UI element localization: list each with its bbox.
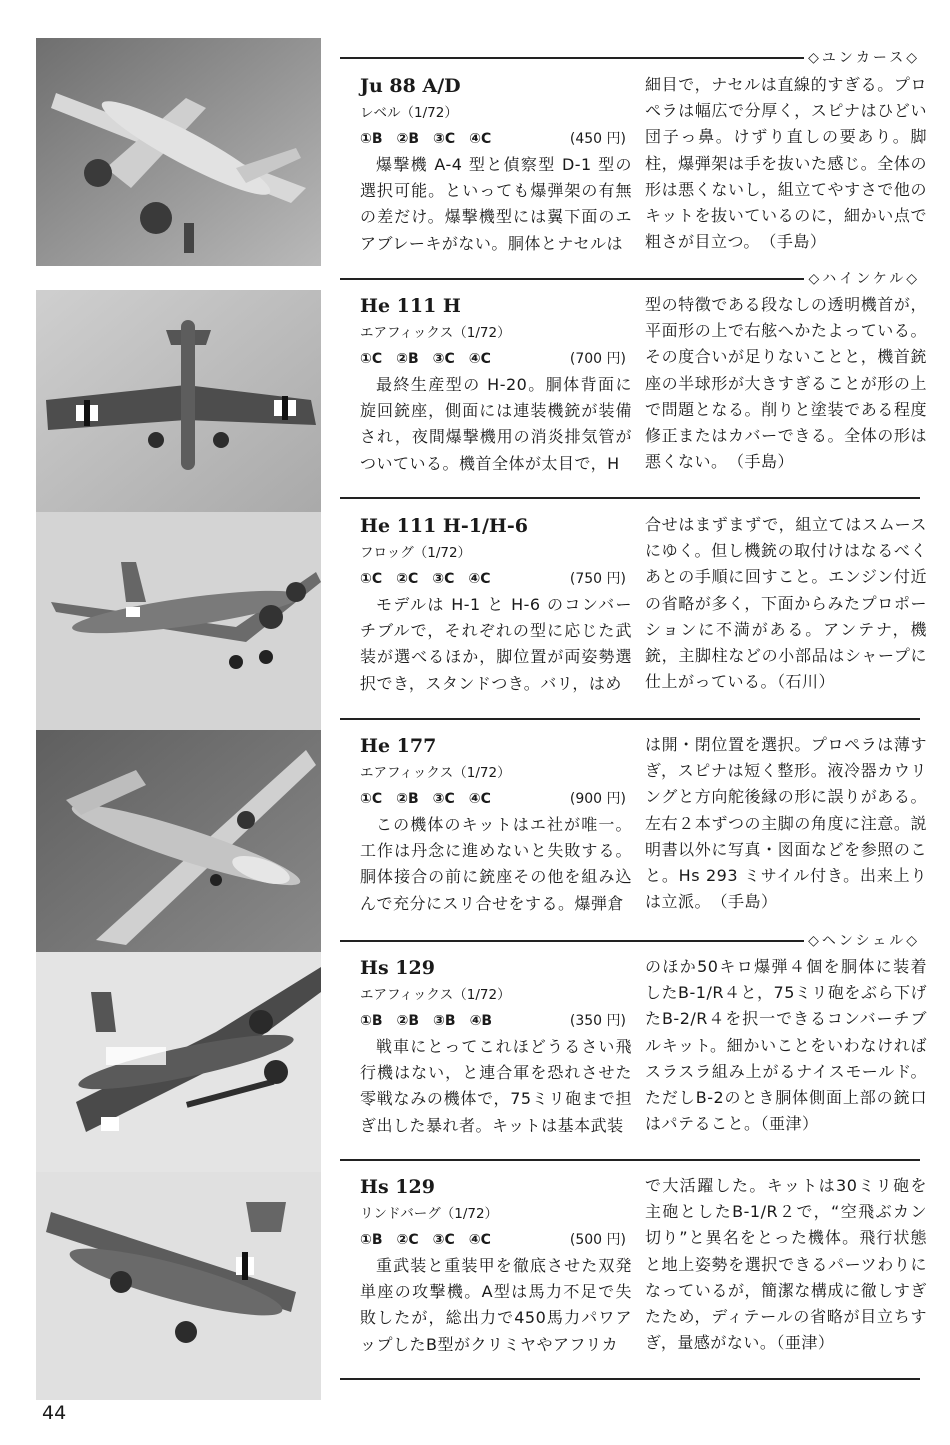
he111h1-photo: [36, 512, 321, 740]
rating-line: [360, 566, 632, 592]
kit-review-entry: [340, 954, 927, 1174]
review-text-col2: は開・閉位置を選択。プロペラは薄すぎ，スピナは短く整形。液冷器カウリングと方向舵後縁の形に誤りがある。左右２本ずつの主脚の角度に注意。説明書以外に写真・図面などを参照のこと。Hs 293 ミサイル付き。出来上りは立派。 （手島）: [645, 735, 927, 912]
rating-line: [360, 126, 632, 152]
kit-maker: エアフィックス（1/72）: [360, 325, 511, 341]
hs129-airfix-photo: [36, 952, 321, 1180]
ratings: ①C ②B ③C ④C: [360, 791, 491, 807]
ju88-photo: [36, 38, 321, 266]
review-text-col2: 型の特徴である段なしの透明機首が，平面形の上で右舷へかたよっている。その度合いが足りないことと，機首銃座の半球形が大きすぎることが形の上で問題となる。削りと塗装である程度修正またはカバーできる。全体の形は悪くない。 （手島）: [645, 295, 927, 472]
rating-line: [360, 1227, 632, 1253]
kit-maker: エアフィックス（1/72）: [360, 765, 511, 781]
model-name: He 177: [360, 735, 437, 757]
ratings: ①B ②B ③B ④B: [360, 1013, 493, 1029]
model-name: He 111 H: [360, 295, 461, 317]
kit-review-entry: [340, 512, 927, 732]
review-text-col1: モデルは H-1 と H-6 のコンバーチブルで，それぞれの型に応じた武装が選べるほか，脚位置が両姿勢選択でき，スタンドつき。バリ，はめ: [360, 595, 632, 693]
review-text-col1: この機体のキットはエ社が唯一。工作は丹念に進めないと失敗する。胴体接合の前に銃座その他を組み込んで充分にスリ合せをする。爆弾倉: [360, 815, 632, 913]
review-text-col2: で大活躍した。キットは30ミリ砲を主砲としたB-1/R２で，“空飛ぶカン切り”と異名をとった機体。飛行状態と地上姿勢を選択できるパーツわりになっているが，簡潔な構成に徹しすぎたため，ディテールの省略が目立ちすぎ，量感がない。（亜津）: [645, 1176, 927, 1353]
review-text-col1: 重武装と重装甲を徹底させた双発単座の攻撃機。A型は馬力不足で失敗したが，総出力で450馬力パワアップしたB型がクリミヤやアフリカ: [360, 1256, 632, 1354]
price: (700 円): [569, 351, 626, 367]
manufacturer-label: ◇ユンカース◇: [804, 47, 920, 67]
model-name: Ju 88 A/D: [360, 75, 461, 97]
kit-maker: レベル（1/72）: [360, 105, 458, 121]
rating-line: [360, 786, 632, 812]
page-number: 44: [42, 1402, 67, 1424]
rating-line: [360, 346, 632, 372]
review-text-col2: 細目で，ナセルは直線的すぎる。プロペラは幅広で分厚く，スピナはひどい団子っ鼻。けずり直しの要あり。脚柱，爆弾架は手を抜いた感じ。全体の形は悪くないし，組立てやすさで他のキットを抜いているのに，細かい点で粗さが目立つ。 （手島）: [645, 75, 927, 252]
ratings: ①C ②B ③C ④C: [360, 351, 491, 367]
price: (500 円): [569, 1232, 626, 1248]
kit-review-entry: [340, 1173, 927, 1393]
review-text-col2: のほか50キロ爆弾４個を胴体に装着したB-1/R４と，75ミリ砲をぶら下げたB-2/R４を択一できるコンバーチブルキット。細かいことをいわなければスラスラ組み上がるナイスモールド。ただしB-2のとき胴体側面上部の銃口はパテること。（亜津）: [645, 957, 927, 1134]
kit-maker: エアフィックス（1/72）: [360, 987, 511, 1003]
ratings: ①B ②B ③C ④C: [360, 131, 492, 147]
review-text-col1: 最終生産型の H-20。胴体背面に旋回銃座，側面には連装機銃が装備され，夜間爆撃機用の消炎排気管がついている。機首全体が太目で，H: [360, 375, 632, 473]
review-text-col1: 爆撃機 A-4 型と偵察型 D-1 型の選択可能。といっても爆弾架の有無の差だけ。爆撃機型には翼下面のエアブレーキがない。胴体とナセルは: [360, 155, 632, 253]
hs129-lindberg-photo: [36, 1172, 321, 1400]
kit-maker: フロッグ（1/72）: [360, 545, 472, 561]
ratings: ①C ②C ③C ④C: [360, 571, 491, 587]
review-text-col1: 戦車にとってこれほどうるさい飛行機はない，と連合軍を恐れさせた零戦なみの機体で，75ミリ砲まで担ぎ出した暴れ者。キットは基本武装: [360, 1037, 632, 1135]
kit-review-entry: [340, 72, 927, 292]
he177-photo: [36, 730, 321, 958]
he111h-photo: [36, 290, 321, 518]
model-name: Hs 129: [360, 1176, 435, 1198]
model-name: Hs 129: [360, 957, 435, 979]
price: (350 円): [569, 1013, 626, 1029]
model-name: He 111 H-1/H-6: [360, 515, 528, 537]
manufacturer-label: ◇ハインケル◇: [804, 268, 920, 288]
price: (750 円): [569, 571, 626, 587]
kit-review-entry: [340, 292, 927, 512]
rating-line: [360, 1008, 632, 1034]
review-text-col2: 合せはまずまずで，組立てはスムースにゆく。但し機銃の取付けはなるべくあとの手順に回すこと。エンジン付近の省略が多く，下面からみたプロポーションに不満がある。アンテナ，機銃，主脚柱などの小部品はシャープに仕上がっている。（石川）: [645, 515, 927, 692]
kit-maker: リンドバーグ（1/72）: [360, 1206, 499, 1222]
price: (900 円): [569, 791, 626, 807]
ratings: ①B ②C ③C ④C: [360, 1232, 491, 1248]
manufacturer-label: ◇ヘンシェル◇: [804, 930, 920, 950]
kit-review-entry: [340, 732, 927, 952]
price: (450 円): [569, 131, 626, 147]
